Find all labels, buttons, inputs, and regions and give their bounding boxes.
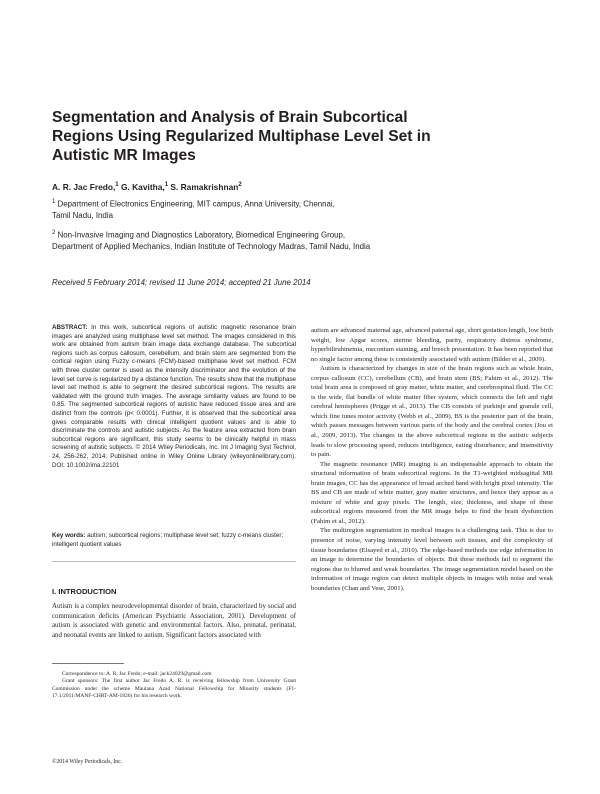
body-paragraph: autism are advanced maternal age, advanced paternal age, short gestation length, low birth weight, low Apgar scores, uterine bleeding, parity, respiratory distress syndrome, hyperbilirubinemia, meconium staining, and breech presentation. It has been reported that no single factor among these is consistently associated with autism (Bilder et al., 2009). <box>311 327 553 363</box>
author-name: S. Ramakrishnan <box>170 182 239 192</box>
abstract-divider <box>52 561 296 562</box>
abstract <box>52 324 296 470</box>
keywords-label: Key words: <box>52 532 86 539</box>
affiliation-2 <box>52 228 472 252</box>
author-name: G. Kavitha, <box>120 182 165 192</box>
author-list <box>52 182 242 192</box>
body-paragraph: The magnetic resonance (MR) imaging is an indispensable approach to obtain the structural information of brain subcortical regions. In the T1-weighted midsagittal MR brain images, CC has the appearance of broad arched band with bright pixel intensity. The BS and CB are made of white matter, gray matter structures, and hence they appear as a mixture of white and gray pixels. The length, size, thickness, and shape of these subcortical regions measured from the MR image helps to find the brain dysfunction (Fahim et al., 2012). <box>311 460 553 525</box>
author-affiliation-mark: 2 <box>238 182 242 189</box>
footnote-divider <box>52 663 124 664</box>
body-paragraph: Autism is characterized by changes in size of the brain regions such as whole brain, corpus callosum (CC), cerebellum (CB), and brain stem (BS; Fahim et al., 2012). The total brain area is composed of gray matter, white matter, and cerebrospinal fluid. The CC is the wide, flat bundle of white matter fiber system, which connects the left and right cerebral hemispheres (Prigge et al., 2013). The CB consists of purkinje and granule cell, which fine tunes motor activity (Webb et al., 2009). BS is the posterior part of the brain, which passes messages between various parts of the body and the cerebral cortex (Jou et al., 2009, 2013). The changes in the above subcortical regions in the autistic subjects leads to slow processing speed, reduces intelligence, eating disturbance, and insensitivity to pain. <box>311 365 553 459</box>
right-column <box>311 326 553 593</box>
section-heading-introduction: I. INTRODUCTION <box>52 587 117 596</box>
footnotes <box>52 671 296 701</box>
keywords <box>52 532 296 549</box>
footnote-grant: Grant sponsors: The first author Jac Fredo A. R. is receiving fellowship from University Grant Commission under the scheme Maulana Azad National Fellowship for Minority students (F1-17.1/2011/MANF-CHRT-AM-1826) for his research work. <box>52 678 296 700</box>
intro-paragraph: Autism is a complex neurodevelopmental disorder of brain, characterized by social and communication deficits (American Psychiatric Association, 2001). Development of autism is associated with genetic and environmental factors. Also, prenatal, perinatal, and neonatal events are linked to autism. Significant factors associated with <box>52 603 296 639</box>
affiliation-mark: 1 <box>52 199 56 205</box>
body-paragraph: The multiregion segmentation in medical images is a challenging task. This is due to presence of noise, varying intensity level between soft tissues, and the complexity of tissue boundaries (Elsayed et al., 2010). The edge-based methods use edge information in an image to determine the boundaries of objects. But these methods fail to segment the regions due to blurred and weak boundaries. The image segmentation model based on the information of image region can detect multiple objects in images with noise and weak boundaries (Chan and Vese, 2001). <box>311 527 553 592</box>
publication-dates: Received 5 February 2014; revised 11 June 2014; accepted 21 June 2014 <box>52 278 311 287</box>
affiliation-line: Non-Invasive Imaging and Diagnostics Laboratory, Biomedical Engineering Group, <box>57 230 346 240</box>
author-name: A. R. Jac Fredo, <box>52 182 116 192</box>
affiliation-1 <box>52 197 472 221</box>
author-affiliation-mark: 1 <box>164 182 169 189</box>
affiliation-line: Department of Applied Mechanics, Indian Institute of Technology Madras, Tamil Nadu, India <box>52 241 371 251</box>
keywords-text: autism; subcortical regions; multiphase level set; fuzzy c-means cluster; intelligent quotient values <box>52 532 284 548</box>
abstract-label: ABSTRACT: <box>52 324 88 331</box>
abstract-text: In this work, subcortical regions of autistic magnetic resonance brain images are analyzed using multiphase level set method. The images considered in this work are obtained from autism brain image data exchange database. The subcortical regions such as corpus callosum, cerebellum, and brain stem are segmented from the cortical region using Fuzzy c-means (FCM)-based multiphase level set method. FCM with three cluster center is used as the intensity discriminator and the evolution of the level set curve is regularized by a distance function. The results show that the multiphase level set method is able to segment the desired subcortical regions. The results are validated with the ground truth images. The average similarity values are found to be 0.85. The segmented subcortical regions of autistic have reduced tissue area and are distinct from the controls (p< 0.0001). Further, it is observed that the subcortical area gives comparable results with clinical intelligent quotient values and is able to discriminate the controls and autistic subjects. As the feature area extracted from brain subcortical regions are significant, this study seems to be clinically helpful in mass screening of autistic subjects. © 2014 Wiley Periodicals, Inc. Int J Imaging Syst Technol, 24, 256-262, 2014; Published online in Wiley Online Library (wileyonlinelibrary.com). DOI: 10.1002/ima.22101 <box>52 324 296 469</box>
paper-title: Segmentation and Analysis of Brain Subcortical Regions Using Regularized Multiphase Level Set in Autistic MR Images <box>52 109 431 164</box>
author-affiliation-mark: 1 <box>115 182 119 189</box>
footnote-correspondence: Correspondence to: A. R. Jac Fredo; e-mail: jack24029@gmail.com <box>62 671 212 677</box>
affiliation-mark: 2 <box>52 230 56 236</box>
copyright-notice: ©2014 Wiley Periodicals, Inc. <box>52 759 123 765</box>
affiliation-line: Department of Electronics Engineering, MIT campus, Anna University, Chennai, <box>57 199 335 209</box>
affiliation-line: Tamil Nadu, India <box>52 210 113 220</box>
